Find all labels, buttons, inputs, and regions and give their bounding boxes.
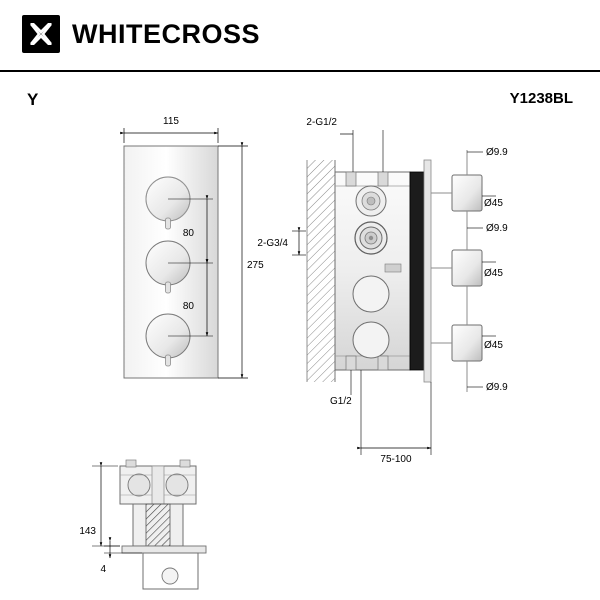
dimension-spacing-bottom-text: 80 xyxy=(182,301,194,312)
dimension-bottom-height-text: 143 xyxy=(79,526,96,537)
dimension-width-text: 115 xyxy=(163,116,179,127)
label-port-mid-text: 2-G3/4 xyxy=(257,238,288,249)
callout-1-text: Ø45 xyxy=(484,198,503,209)
dimension-height xyxy=(218,146,264,378)
brand-name: WHITECROSS xyxy=(72,18,261,49)
dimension-height-text: 275 xyxy=(247,260,264,271)
callout-0 xyxy=(467,147,508,158)
callout-4-text: Ø45 xyxy=(484,340,503,351)
dimension-plate-thickness-text: 4 xyxy=(100,564,106,575)
bottom-view xyxy=(79,460,206,589)
callout-5-text: Ø9.9 xyxy=(486,382,508,393)
label-port-bottom-text: G1/2 xyxy=(330,396,352,407)
label-port-mid xyxy=(257,231,306,255)
callout-3-text: Ø45 xyxy=(484,268,503,279)
front-view xyxy=(124,116,264,378)
section-knob-top xyxy=(431,175,482,211)
dimension-depth-text: 75-100 xyxy=(380,454,412,465)
callout-2 xyxy=(467,223,508,234)
callout-2-text: Ø9.9 xyxy=(486,223,508,234)
label-port-top-text: 2-G1/2 xyxy=(306,117,337,128)
callout-1 xyxy=(482,196,503,209)
callout-3 xyxy=(482,262,503,279)
dimension-width xyxy=(124,116,218,143)
section-knob-mid xyxy=(431,250,482,286)
dimension-bottom-height xyxy=(79,466,120,546)
cartridge-lower xyxy=(353,276,389,312)
cartridge-top xyxy=(356,186,386,216)
callout-4 xyxy=(482,336,503,351)
series-label: Y xyxy=(27,90,39,109)
section-view xyxy=(257,117,508,465)
cartridge-bottom xyxy=(353,322,389,358)
callout-0-text: Ø9.9 xyxy=(486,147,508,158)
model-code: Y1238BL xyxy=(509,90,573,107)
dimension-depth xyxy=(361,370,431,465)
callout-5 xyxy=(467,382,508,393)
dimension-spacing-top-text: 80 xyxy=(182,228,194,239)
section-knob-bottom xyxy=(431,325,482,361)
cartridge-mid xyxy=(355,222,387,254)
